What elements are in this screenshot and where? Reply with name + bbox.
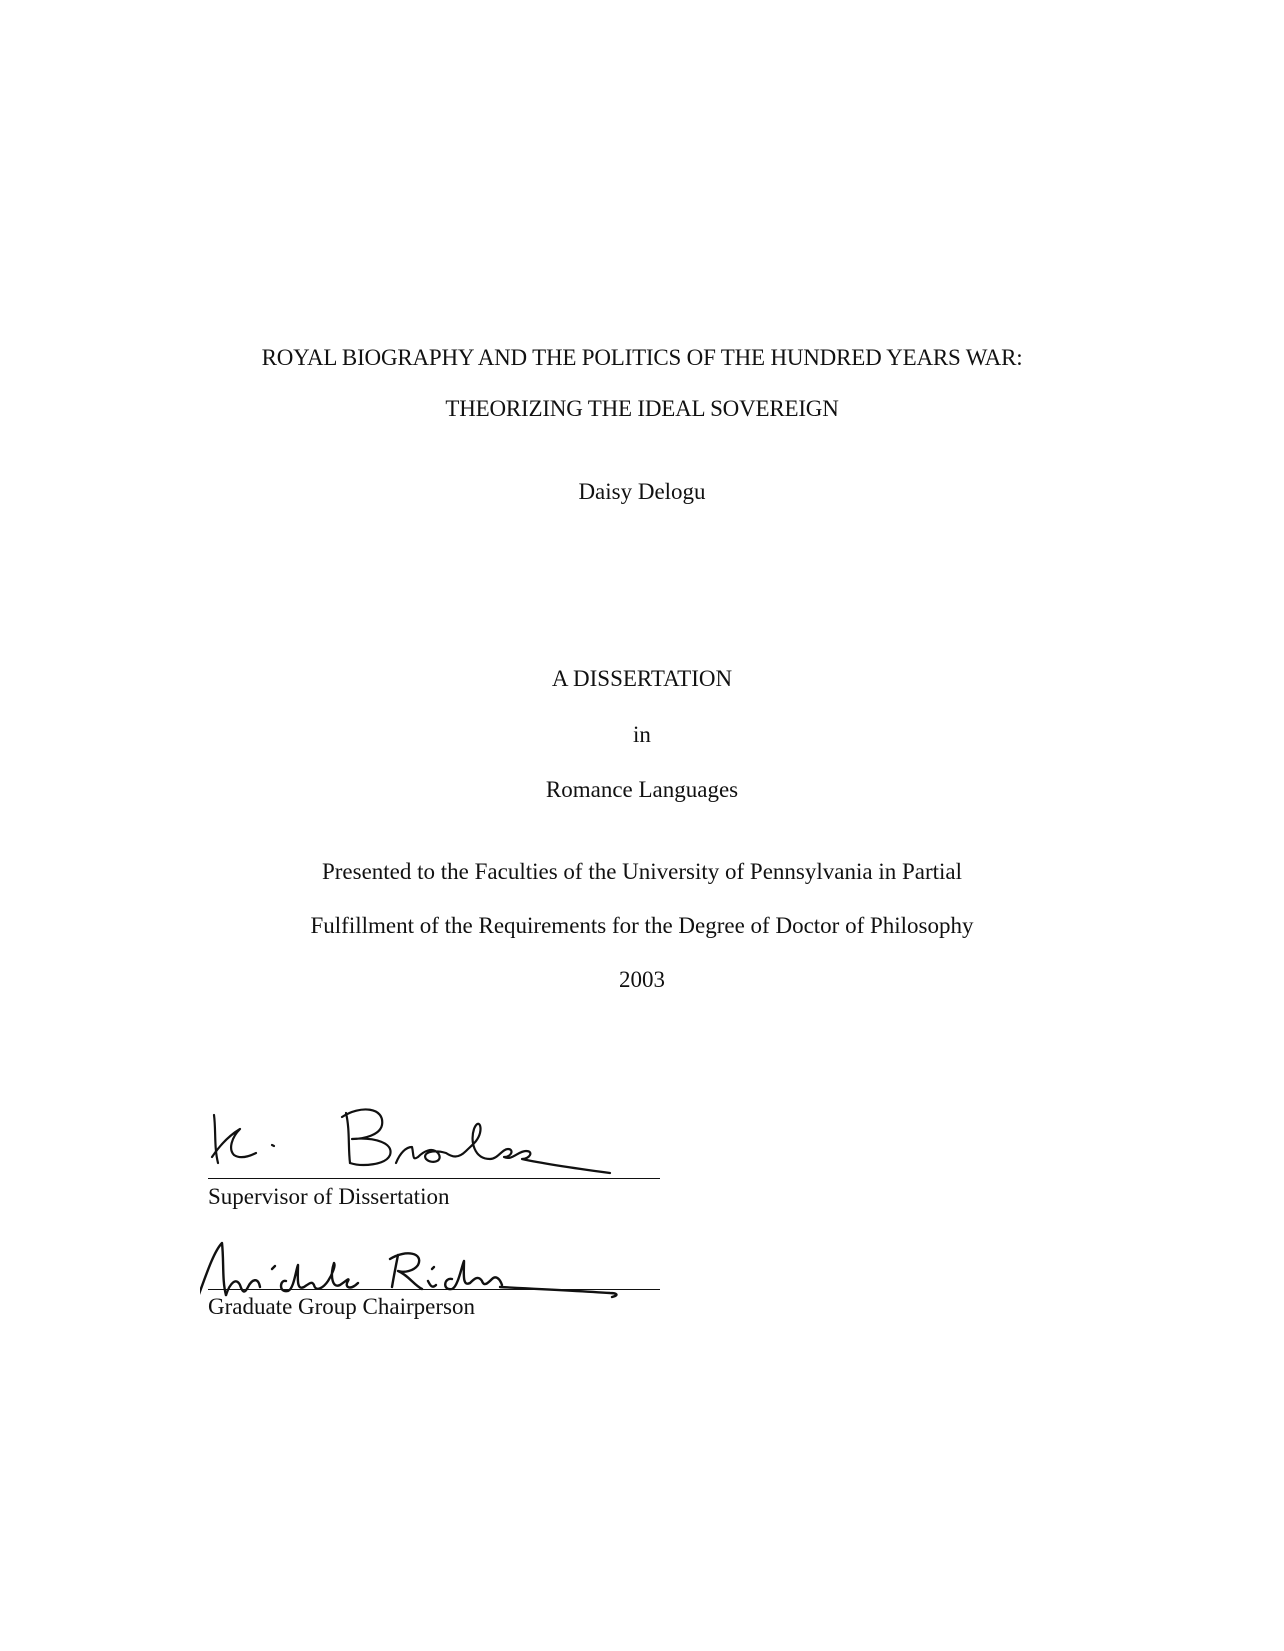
title-line-1: ROYAL BIOGRAPHY AND THE POLITICS OF THE HUNDRED YEARS WAR: <box>261 345 1023 370</box>
author-name: Daisy Delogu <box>578 479 706 504</box>
supervisor-label: Supervisor of Dissertation <box>208 1184 450 1209</box>
degree-year: 2003 <box>619 967 665 992</box>
chair-signature-block <box>200 1225 660 1345</box>
title-line-2: THEORIZING THE IDEAL SOVEREIGN <box>445 396 839 421</box>
chair-label: Graduate Group Chairperson <box>208 1294 475 1319</box>
supervisor-signature-block <box>200 1085 660 1215</box>
dissertation-label: A DISSERTATION <box>551 666 733 691</box>
chair-signature-line <box>208 1289 660 1290</box>
presented-line-2: Fulfillment of the Requirements for the Degree of Doctor of Philosophy <box>310 913 974 938</box>
dissertation-in: in <box>633 722 651 747</box>
dissertation-field: Romance Languages <box>545 777 739 802</box>
presented-line-1: Presented to the Faculties of the University of Pennsylvania in Partial <box>321 859 963 884</box>
supervisor-signature-image <box>200 1085 660 1185</box>
supervisor-signature-line <box>208 1178 660 1179</box>
